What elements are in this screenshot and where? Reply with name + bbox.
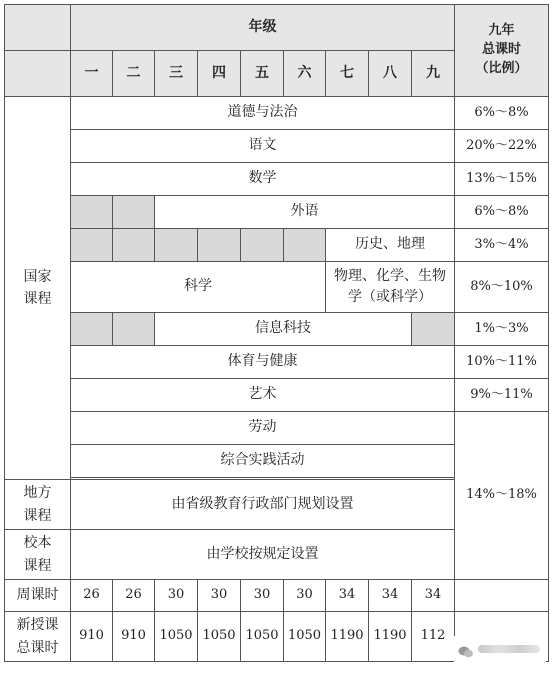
total-hours-value: 910 bbox=[71, 612, 113, 662]
gray-cell bbox=[198, 229, 241, 262]
weekly-hours-value: 26 bbox=[71, 580, 113, 612]
ratio-title: 九年 总课时 （比例） bbox=[455, 5, 549, 97]
grade-header: 九 bbox=[412, 51, 455, 97]
subject-chinese: 语文 bbox=[71, 130, 455, 163]
total-hours-value: 910 bbox=[113, 612, 155, 662]
gray-cell bbox=[113, 196, 155, 229]
gray-cell bbox=[412, 313, 455, 346]
category-national: 国家 课程 bbox=[5, 97, 71, 480]
weekly-hours-value: 34 bbox=[369, 580, 412, 612]
gray-cell bbox=[113, 313, 155, 346]
total-hours-value: 1190 bbox=[369, 612, 412, 662]
curriculum-table bbox=[4, 4, 549, 662]
weekly-hours-value: 30 bbox=[241, 580, 284, 612]
total-hours-value: 112 bbox=[412, 612, 455, 662]
grade-header: 四 bbox=[198, 51, 241, 97]
ratio-information-technology: 1%～3% bbox=[455, 313, 549, 346]
total-hours-value: 1050 bbox=[155, 612, 198, 662]
weekly-hours-value: 26 bbox=[113, 580, 155, 612]
gray-cell bbox=[71, 313, 113, 346]
grade-header: 七 bbox=[326, 51, 369, 97]
grade-header: 八 bbox=[369, 51, 412, 97]
total-hours-value: 1050 bbox=[241, 612, 284, 662]
weekly-hours-blank bbox=[455, 580, 549, 612]
corner-cell bbox=[5, 5, 71, 51]
weekly-hours-value: 34 bbox=[412, 580, 455, 612]
subject-history-geography: 历史、地理 bbox=[326, 229, 455, 262]
total-hours-value: 1050 bbox=[198, 612, 241, 662]
watermark-blurred-text bbox=[478, 645, 540, 653]
subject-morality: 道德与法治 bbox=[71, 97, 455, 130]
ratio-history-geography: 3%～4% bbox=[455, 229, 549, 262]
corner-cell-lower bbox=[5, 51, 71, 97]
grade-header: 一 bbox=[71, 51, 113, 97]
gray-cell bbox=[71, 196, 113, 229]
ratio-science: 8%～10% bbox=[455, 262, 549, 313]
weekly-hours-value: 30 bbox=[155, 580, 198, 612]
ratio-morality: 6%～8% bbox=[455, 97, 549, 130]
subject-science: 科学 bbox=[71, 262, 326, 313]
subject-physics-chemistry-biology: 物理、化学、生物学（或科学） bbox=[326, 262, 455, 313]
subject-foreign-language: 外语 bbox=[155, 196, 455, 229]
ratio-combined: 14%～18% bbox=[455, 412, 549, 580]
subject-local-setting: 由省级教育行政部门规划设置 bbox=[71, 480, 455, 530]
gray-cell bbox=[241, 229, 284, 262]
ratio-math: 13%～15% bbox=[455, 163, 549, 196]
weekly-hours-value: 30 bbox=[198, 580, 241, 612]
grade-header: 二 bbox=[113, 51, 155, 97]
category-local: 地方 课程 bbox=[5, 480, 71, 530]
grade-header: 五 bbox=[241, 51, 284, 97]
category-school: 校本 课程 bbox=[5, 530, 71, 580]
ratio-foreign-language: 6%～8% bbox=[455, 196, 549, 229]
watermark bbox=[454, 636, 546, 662]
subject-math: 数学 bbox=[71, 163, 455, 196]
total-hours-label: 新授课 总课时 bbox=[5, 612, 71, 662]
grade-title: 年级 bbox=[71, 5, 455, 51]
grade-header: 六 bbox=[284, 51, 326, 97]
subject-practice: 综合实践活动 bbox=[71, 445, 455, 478]
subject-information-technology: 信息科技 bbox=[155, 313, 412, 346]
subject-school-setting: 由学校按规定设置 bbox=[71, 530, 455, 580]
subject-art: 艺术 bbox=[71, 379, 455, 412]
total-hours-value: 1050 bbox=[284, 612, 326, 662]
wechat-icon bbox=[458, 643, 474, 655]
ratio-art: 9%～11% bbox=[455, 379, 549, 412]
total-hours-value: 1190 bbox=[326, 612, 369, 662]
grade-header: 三 bbox=[155, 51, 198, 97]
weekly-hours-value: 30 bbox=[284, 580, 326, 612]
gray-cell bbox=[113, 229, 155, 262]
weekly-hours-label: 周课时 bbox=[5, 580, 71, 612]
gray-cell bbox=[155, 229, 198, 262]
subject-labor: 劳动 bbox=[71, 412, 455, 445]
ratio-pe-health: 10%～11% bbox=[455, 346, 549, 379]
weekly-hours-value: 34 bbox=[326, 580, 369, 612]
gray-cell bbox=[284, 229, 326, 262]
subject-pe-health: 体育与健康 bbox=[71, 346, 455, 379]
gray-cell bbox=[71, 229, 113, 262]
ratio-chinese: 20%～22% bbox=[455, 130, 549, 163]
